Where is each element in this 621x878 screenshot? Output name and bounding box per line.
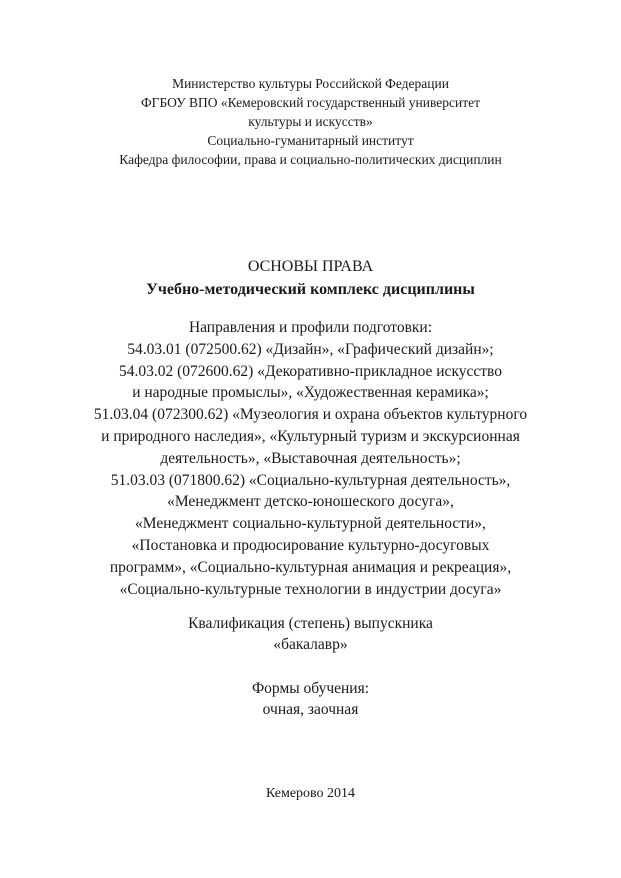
direction-line: «Менеджмент социально-культурной деятельности», <box>135 515 486 533</box>
university-line: ФГБОУ ВПО «Кемеровский государственный университет <box>140 95 481 110</box>
institute-line: Социально-гуманитарный институт <box>207 133 414 148</box>
city-year-footer <box>0 784 621 803</box>
direction-line: 51.03.03 (071800.62) «Социально-культурная деятельность», <box>110 471 511 489</box>
ministry-line: Министерство культуры Российской Федерации <box>172 76 449 91</box>
city-year: Кемерово 2014 <box>265 786 356 801</box>
direction-line: «Постановка и продюсирование культурно-досуговых <box>131 536 490 554</box>
direction-line: «Социально-культурные технологии в индустрии досуга» <box>119 580 502 598</box>
direction-line: 54.03.01 (072500.62) «Дизайн», «Графический дизайн»; <box>127 340 494 358</box>
study-forms-block <box>0 678 621 720</box>
direction-line: программ», «Социально-культурная анимация и рекреация», <box>109 558 512 576</box>
study-forms-value: очная, заочная <box>262 701 359 718</box>
qualification-block <box>0 613 621 655</box>
directions-heading: Направления и профили подготовки: <box>188 319 433 336</box>
document-title-block <box>0 255 621 301</box>
training-directions <box>0 317 621 600</box>
department-line: Кафедра философии, права и социально-политических дисциплин <box>119 152 502 167</box>
document-title: ОСНОВЫ ПРАВА <box>247 258 374 275</box>
qualification-label: Квалификация (степень) выпускника <box>188 615 433 632</box>
direction-line: и народные промыслы», «Художественная керамика»; <box>132 384 489 402</box>
document-subtitle: Учебно-методический комплекс дисциплины <box>146 281 475 298</box>
direction-line: «Менеджмент детско-юношеского досуга», <box>167 493 454 511</box>
direction-line: 54.03.02 (072600.62) «Декоративно-прикладное искусство <box>119 362 502 380</box>
direction-line: и природного наследия», «Культурный туризм и экскурсионная <box>101 427 520 445</box>
qualification-value: «бакалавр» <box>273 636 348 653</box>
university-line-continued: культуры и искусств» <box>248 114 373 129</box>
study-forms-label: Формы обучения: <box>251 680 370 697</box>
direction-line: 51.03.04 (072300.62) «Музеология и охрана объектов культурного <box>93 406 528 424</box>
direction-line: деятельность», «Выставочная деятельность»; <box>160 449 461 467</box>
institution-header <box>0 74 621 169</box>
